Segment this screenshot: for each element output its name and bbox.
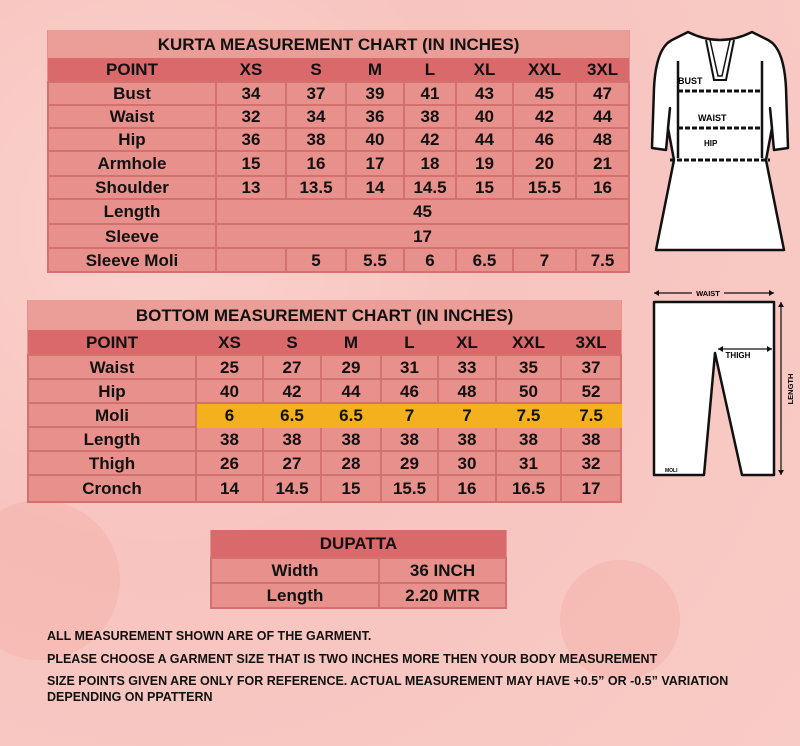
measurement-cell: 38 [404,105,456,128]
table-row [48,199,629,224]
measurement-cell: 35 [496,355,561,379]
measurement-cell: 38 [321,427,381,451]
table-title: KURTA MEASUREMENT CHART (IN INCHES) [48,30,629,58]
table-row [28,427,621,451]
measurement-cell: 28 [321,451,381,475]
measurement-cell: 38 [286,128,346,151]
dupatta-row-value: 2.20 MTR [379,583,506,608]
measurement-cell: 37 [286,82,346,105]
measurement-cell: 43 [456,82,513,105]
table-row [28,475,621,502]
pants-illustration [648,285,798,485]
measurement-cell: 52 [561,379,621,403]
measurement-cell: 47 [576,82,629,105]
measurement-cell: 6.5 [321,403,381,427]
merged-value: 17 [216,224,629,248]
dupatta-table [210,530,507,609]
row-label: Sleeve [48,224,216,248]
measurement-cell: 19 [456,151,513,176]
measurement-cell: 16 [286,151,346,176]
table-title-row [28,300,621,330]
measurement-cell: 14 [196,475,263,502]
measurement-cell: 29 [321,355,381,379]
measurement-cell: 46 [381,379,438,403]
merged-value: 45 [216,199,629,224]
thigh-label: THIGH [725,351,751,360]
size-header: 3XL [576,58,629,82]
kurta-measurement-table [47,30,630,273]
point-header: POINT [48,58,216,82]
measurement-cell: 32 [216,105,286,128]
measurement-cell: 44 [456,128,513,151]
measurement-cell: 14.5 [404,176,456,199]
measurement-cell: 36 [346,105,404,128]
row-label: Armhole [48,151,216,176]
note-garment: ALL MEASUREMENT SHOWN ARE OF THE GARMENT. [47,629,372,643]
size-header: XS [196,330,263,355]
table-row [28,355,621,379]
note-variation: SIZE POINTS GIVEN ARE ONLY FOR REFERENCE. ACTUAL MEASUREMENT MAY HAVE +0.5” OR -0.5” VARIATION [47,674,729,688]
measurement-cell: 7.5 [576,248,629,272]
row-label: Waist [48,105,216,128]
dupatta-row-label: Length [211,583,379,608]
measurement-cell: 27 [263,355,321,379]
measurement-cell: 5 [286,248,346,272]
measurement-cell: 40 [346,128,404,151]
measurement-cell: 48 [576,128,629,151]
table-row [48,82,629,105]
measurement-cell: 15 [456,176,513,199]
size-header: S [263,330,321,355]
measurement-cell: 38 [561,427,621,451]
row-label: Sleeve Moli [48,248,216,272]
table-row [48,176,629,199]
measurement-cell: 31 [381,355,438,379]
measurement-cell: 15.5 [381,475,438,502]
row-label: Waist [28,355,196,379]
measurement-cell: 7.5 [561,403,621,427]
measurement-cell: 33 [438,355,496,379]
table-header-row [48,58,629,82]
row-label: Bust [48,82,216,105]
measurement-cell: 40 [456,105,513,128]
measurement-cell: 18 [404,151,456,176]
measurement-cell: 41 [404,82,456,105]
size-header: XS [216,58,286,82]
measurement-cell: 21 [576,151,629,176]
measurement-cell: 20 [513,151,576,176]
row-label: Cronch [28,475,196,502]
length-label: LENGTH [786,373,795,405]
kurta-illustration [648,28,794,256]
size-header: M [321,330,381,355]
table-row [48,128,629,151]
table-row [28,403,621,427]
measurement-cell: 27 [263,451,321,475]
dupatta-row-value: 36 INCH [379,558,506,583]
measurement-cell: 5.5 [346,248,404,272]
measurement-cell: 13 [216,176,286,199]
measurement-cell: 38 [496,427,561,451]
measurement-cell: 7 [513,248,576,272]
point-header: POINT [28,330,196,355]
size-header: L [404,58,456,82]
table-title-row [48,30,629,58]
table-row [28,451,621,475]
hip-label: HIP [704,139,718,148]
measurement-cell: 29 [381,451,438,475]
row-label: Thigh [28,451,196,475]
size-header: M [346,58,404,82]
measurement-cell: 40 [196,379,263,403]
row-label: Shoulder [48,176,216,199]
measurement-cell: 16 [576,176,629,199]
moli-label: MOLI [665,468,678,474]
row-label: Moli [28,403,196,427]
measurement-cell: 14.5 [263,475,321,502]
measurement-cell: 38 [263,427,321,451]
measurement-cell: 37 [561,355,621,379]
measurement-cell: 31 [496,451,561,475]
measurement-cell: 48 [438,379,496,403]
measurement-cell: 32 [561,451,621,475]
measurement-cell: 34 [286,105,346,128]
measurement-cell: 16.5 [496,475,561,502]
row-label: Hip [48,128,216,151]
table-title: BOTTOM MEASUREMENT CHART (IN INCHES) [28,300,621,330]
measurement-cell: 15 [216,151,286,176]
table-row [48,224,629,248]
size-header: XL [456,58,513,82]
measurement-cell: 36 [216,128,286,151]
measurement-cell: 30 [438,451,496,475]
bust-label: BUST [678,76,703,86]
measurement-cell: 44 [321,379,381,403]
table-row [48,151,629,176]
row-label: Hip [28,379,196,403]
table-header-row [28,330,621,355]
size-header: 3XL [561,330,621,355]
measurement-cell: 7.5 [496,403,561,427]
size-header: XXL [513,58,576,82]
measurement-cell: 50 [496,379,561,403]
size-header: S [286,58,346,82]
bottom-measurement-table [27,300,622,503]
measurement-cell: 46 [513,128,576,151]
row-label: Length [28,427,196,451]
size-header: XXL [496,330,561,355]
waist-label: WAIST [698,113,727,123]
measurement-cell: 14 [346,176,404,199]
measurement-cell: 25 [196,355,263,379]
measurement-cell: 15 [321,475,381,502]
measurement-cell: 26 [196,451,263,475]
measurement-cell: 17 [346,151,404,176]
size-header: L [381,330,438,355]
measurement-cell: 6 [404,248,456,272]
measurement-cell: 42 [513,105,576,128]
measurement-cell: 6.5 [456,248,513,272]
size-header: XL [438,330,496,355]
measurement-cell: 15.5 [513,176,576,199]
measurement-cell: 7 [438,403,496,427]
measurement-cell: 38 [196,427,263,451]
measurement-cell: 38 [438,427,496,451]
dupatta-title: DUPATTA [211,530,506,558]
note-choose-size: PLEASE CHOOSE A GARMENT SIZE THAT IS TWO INCHES MORE THEN YOUR BODY MEASUREMENT [47,652,658,666]
measurement-cell: 16 [438,475,496,502]
table-row [48,105,629,128]
measurement-cell: 7 [381,403,438,427]
measurement-cell: 44 [576,105,629,128]
measurement-cell [216,248,286,272]
table-row [48,248,629,272]
measurement-cell: 38 [381,427,438,451]
table-row [28,379,621,403]
measurement-cell: 13.5 [286,176,346,199]
waist-label: WAIST [696,289,720,298]
measurement-cell: 17 [561,475,621,502]
measurement-cell: 6.5 [263,403,321,427]
measurement-cell: 42 [404,128,456,151]
measurement-cell: 34 [216,82,286,105]
measurement-cell: 45 [513,82,576,105]
measurement-cell: 39 [346,82,404,105]
row-label: Length [48,199,216,224]
note-pattern: DEPENDING ON PPATTERN [47,690,213,704]
measurement-cell: 6 [196,403,263,427]
measurement-cell: 42 [263,379,321,403]
dupatta-row-label: Width [211,558,379,583]
